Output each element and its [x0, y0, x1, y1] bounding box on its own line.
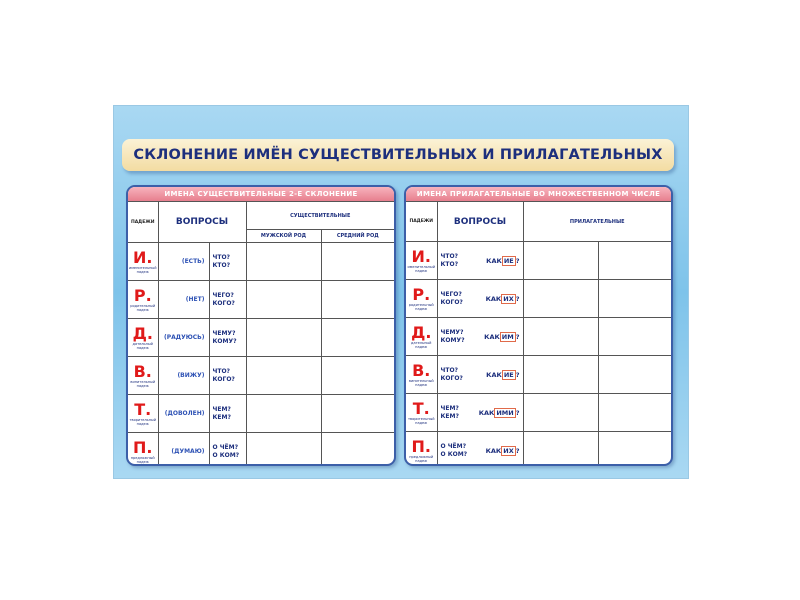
- question-what: ЧТО?: [440, 366, 459, 374]
- preposition-verb: (ВИЖУ): [158, 357, 209, 395]
- masculine-answer-cell[interactable]: [246, 357, 321, 395]
- neuter-answer-cell[interactable]: [321, 395, 394, 433]
- question-who: О КОМ?: [212, 451, 240, 459]
- case-cell: [128, 433, 158, 467]
- question-mark: ?: [515, 294, 520, 303]
- case-letter: П.: [411, 436, 431, 456]
- case-name: родительный падеж: [408, 302, 434, 311]
- question-who: КОГО?: [212, 299, 235, 307]
- preposition-verb: (ДУМАЮ): [158, 433, 209, 467]
- col-neuter: СРЕДНИЙ РОД: [321, 230, 394, 243]
- case-cell: [128, 357, 158, 395]
- adjective-question: [486, 257, 522, 265]
- adjective-question: [479, 409, 523, 417]
- case-name: винительный падеж: [408, 378, 434, 387]
- case-letter: Р.: [412, 284, 431, 304]
- question-cell: [209, 281, 246, 319]
- question-cell: [209, 433, 246, 467]
- masculine-answer-cell[interactable]: [246, 433, 321, 467]
- adjective-answer-cell[interactable]: [523, 242, 598, 280]
- case-questions: [438, 253, 459, 269]
- neuter-answer-cell[interactable]: [321, 281, 394, 319]
- case-cell: [128, 395, 158, 433]
- adjective-ending: ИХ: [503, 294, 514, 303]
- question-wrap: [438, 253, 523, 269]
- adjective-stem: КАК: [486, 256, 502, 265]
- case-questions: [438, 367, 463, 383]
- case-name: винительный падеж: [130, 379, 156, 388]
- question-mark: ?: [515, 256, 520, 265]
- table-row: [128, 357, 394, 395]
- case-letter: Д.: [132, 323, 153, 343]
- case-letter: В.: [133, 361, 152, 381]
- adjective-answer-cell[interactable]: [523, 356, 598, 394]
- adjective-answer-cell[interactable]: [598, 242, 671, 280]
- case-letter: И.: [411, 246, 431, 266]
- case-letter: В.: [412, 360, 431, 380]
- preposition-verb: (РАДУЮСЬ): [158, 319, 209, 357]
- adjective-stem: КАК: [484, 332, 500, 341]
- question-who: КОГО?: [440, 374, 463, 382]
- col-case: ПАДЕЖИ: [128, 202, 158, 243]
- adjective-question: [486, 295, 523, 303]
- adjective-stem: КАК: [485, 294, 502, 303]
- nouns-panel-header: ИМЕНА СУЩЕСТВИТЕЛЬНЫЕ 2-Е СКЛОНЕНИЕ: [128, 187, 394, 201]
- question-cell: [209, 357, 246, 395]
- table-row: [128, 243, 394, 281]
- adjective-answer-cell[interactable]: [523, 318, 598, 356]
- table-row: [128, 395, 394, 433]
- case-letter: И.: [133, 247, 153, 267]
- case-cell: [406, 356, 437, 394]
- masculine-answer-cell[interactable]: [246, 319, 321, 357]
- case-questions: [438, 443, 468, 459]
- case-letter: П.: [133, 437, 153, 457]
- adjective-answer-cell[interactable]: [523, 394, 598, 432]
- question-who: КОМУ?: [440, 336, 465, 344]
- adjective-question: [484, 333, 522, 341]
- adjective-answer-cell[interactable]: [598, 432, 671, 467]
- question-what: ЧЕМУ?: [212, 329, 236, 337]
- adjective-answer-cell[interactable]: [598, 356, 671, 394]
- adjectives-table: [406, 201, 671, 466]
- case-name: предложный падеж: [409, 454, 434, 463]
- col-questions: ВОПРОСЫ: [158, 202, 246, 243]
- question-wrap: [438, 443, 523, 459]
- case-questions: [438, 329, 465, 345]
- col-adjectives: ПРИЛАГАТЕЛЬНЫЕ: [523, 202, 671, 242]
- question-who: КТО?: [212, 261, 231, 269]
- question-cell: [437, 280, 523, 318]
- adjective-ending: ИМ: [501, 332, 514, 341]
- table-row: [406, 280, 671, 318]
- question-what: ЧЕГО?: [440, 290, 462, 298]
- adjective-ending: ИЕ: [503, 256, 514, 265]
- neuter-answer-cell[interactable]: [321, 243, 394, 281]
- table-row: [406, 356, 671, 394]
- question-who: КОМУ?: [212, 337, 237, 345]
- adjective-answer-cell[interactable]: [523, 432, 598, 467]
- masculine-answer-cell[interactable]: [246, 281, 321, 319]
- adjective-ending: ИЕ: [503, 370, 514, 379]
- question-cell: [437, 394, 523, 432]
- case-letter: Р.: [133, 285, 152, 305]
- question-wrap: [438, 291, 523, 307]
- question-mark: ?: [515, 408, 520, 417]
- poster-title: СКЛОНЕНИЕ ИМЁН СУЩЕСТВИТЕЛЬНЫХ И ПРИЛАГАТЕЛЬНЫХ: [133, 147, 663, 163]
- title-banner: [122, 139, 674, 171]
- adjective-answer-cell[interactable]: [598, 318, 671, 356]
- case-name: творительный падеж: [407, 416, 435, 425]
- case-cell: [406, 242, 437, 280]
- question-what: ЧТО?: [440, 252, 459, 260]
- question-who: КОГО?: [212, 375, 235, 383]
- question-cell: [437, 318, 523, 356]
- case-cell: [128, 319, 158, 357]
- masculine-answer-cell[interactable]: [246, 243, 321, 281]
- adjective-stem: КАК: [486, 370, 502, 379]
- adjective-answer-cell[interactable]: [523, 280, 598, 318]
- table-row: [406, 242, 671, 280]
- case-name: предложный падеж: [130, 455, 155, 464]
- adjective-ending: ИМИ: [496, 408, 514, 417]
- case-cell: [128, 281, 158, 319]
- question-mark: ?: [515, 446, 520, 455]
- neuter-answer-cell[interactable]: [321, 433, 394, 467]
- case-cell: [406, 432, 437, 467]
- case-name: дательный падеж: [132, 341, 153, 350]
- question-who: О КОМ?: [440, 450, 468, 458]
- question-who: КЕМ?: [440, 412, 459, 420]
- case-questions: [438, 405, 459, 421]
- question-cell: [437, 356, 523, 394]
- adjective-question: [486, 447, 523, 455]
- question-who: КТО?: [440, 260, 459, 268]
- question-wrap: [438, 329, 523, 345]
- adjectives-panel-header: ИМЕНА ПРИЛАГАТЕЛЬНЫЕ ВО МНОЖЕСТВЕННОМ ЧИСЛЕ: [406, 187, 671, 201]
- question-mark: ?: [515, 370, 520, 379]
- case-cell: [406, 280, 437, 318]
- case-letter: Д.: [411, 322, 432, 342]
- adjectives-panel: [404, 185, 673, 466]
- question-cell: [437, 242, 523, 280]
- question-what: ЧЕМ?: [212, 405, 231, 413]
- case-name: именительный падеж: [129, 265, 157, 274]
- question-who: КОГО?: [440, 298, 463, 306]
- question-what: ЧТО?: [212, 367, 231, 375]
- question-what: О ЧЁМ?: [440, 442, 467, 450]
- case-name: дательный падеж: [411, 340, 432, 349]
- adjective-question: [486, 371, 522, 379]
- question-what: ЧЕГО?: [212, 291, 234, 299]
- question-mark: ?: [515, 332, 520, 341]
- question-wrap: [438, 405, 523, 421]
- adjective-answer-cell[interactable]: [598, 280, 671, 318]
- question-what: ЧТО?: [212, 253, 231, 261]
- case-letter: Т.: [412, 398, 430, 418]
- case-name: именительный падеж: [407, 264, 435, 273]
- adjective-stem: КАК: [485, 446, 502, 455]
- case-cell: [406, 394, 437, 432]
- case-cell: [128, 243, 158, 281]
- case-letter: Т.: [134, 399, 152, 419]
- adjective-stem: КАК: [478, 408, 495, 417]
- question-cell: [437, 432, 523, 467]
- case-cell: [406, 318, 437, 356]
- table-row: [128, 319, 394, 357]
- table-row: [406, 432, 671, 467]
- preposition-verb: (НЕТ): [158, 281, 209, 319]
- table-row: [406, 394, 671, 432]
- adjective-answer-cell[interactable]: [598, 394, 671, 432]
- neuter-answer-cell[interactable]: [321, 319, 394, 357]
- nouns-panel: [126, 185, 396, 466]
- table-row: [406, 318, 671, 356]
- neuter-answer-cell[interactable]: [321, 357, 394, 395]
- preposition-verb: (ЕСТЬ): [158, 243, 209, 281]
- question-what: О ЧЁМ?: [212, 443, 239, 451]
- case-name: родительный падеж: [130, 303, 156, 312]
- question-wrap: [438, 367, 523, 383]
- masculine-answer-cell[interactable]: [246, 395, 321, 433]
- nouns-table: [128, 201, 394, 466]
- table-row: [128, 433, 394, 467]
- preposition-verb: (ДОВОЛЕН): [158, 395, 209, 433]
- question-what: ЧЕМУ?: [440, 328, 464, 336]
- case-questions: [438, 291, 463, 307]
- question-what: ЧЕМ?: [440, 404, 459, 412]
- case-name: творительный падеж: [129, 417, 157, 426]
- question-cell: [209, 243, 246, 281]
- col-case: ПАДЕЖИ: [406, 202, 437, 242]
- col-masculine: МУЖСКОЙ РОД: [246, 230, 321, 243]
- col-questions: ВОПРОСЫ: [437, 202, 523, 242]
- table-row: [128, 281, 394, 319]
- adjective-ending: ИХ: [503, 446, 514, 455]
- col-nouns: СУЩЕСТВИТЕЛЬНЫЕ: [246, 202, 394, 230]
- question-cell: [209, 395, 246, 433]
- question-cell: [209, 319, 246, 357]
- question-who: КЕМ?: [212, 413, 231, 421]
